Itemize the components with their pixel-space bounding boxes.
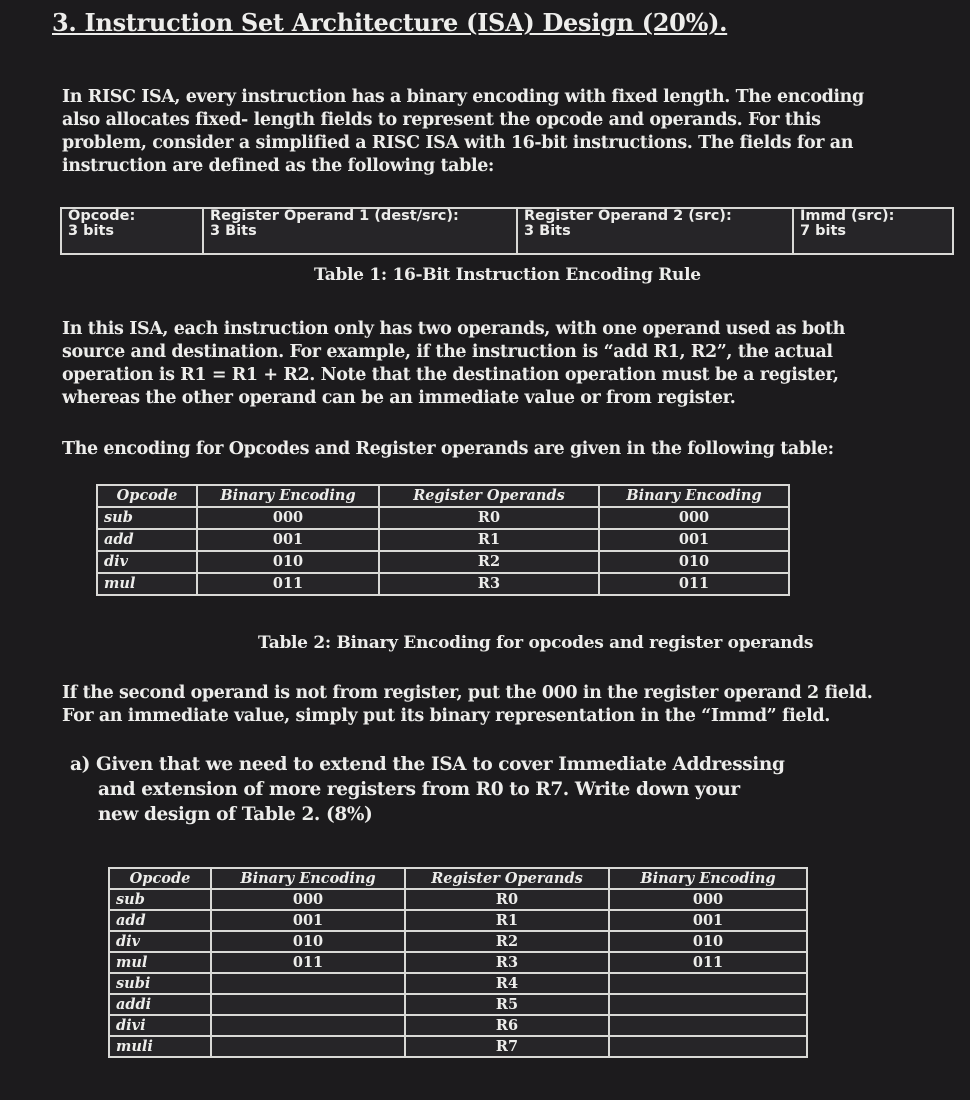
paragraph-line: source and destination. For example, if the instruction is “add R1, R2”, the actual [62,342,833,362]
question-line: and extension of more registers from R0 to R7. Write down your [98,779,740,800]
table-row: sub 000 R0 000 [109,889,807,910]
opcode-encoding-table [96,484,790,596]
table-row: muli R7 [109,1036,807,1057]
paragraph-line: whereas the other operand can be an immediate value or from register. [62,388,736,408]
question-a [70,752,784,827]
paragraph-line: For an immediate value, simply put its binary representation in the “Immd” field. [62,706,830,726]
header-binary-encoding: Binary Encoding [599,485,789,507]
header-register-operands: Register Operands [379,485,599,507]
intro-line: also allocates fixed- length fields to represent the opcode and operands. For this [62,110,821,130]
table1-caption: Table 1: 16-Bit Instruction Encoding Rule [314,265,701,285]
table-row: mul 011 R3 011 [97,573,789,595]
table-row: div 010 R2 010 [97,551,789,573]
question-line: a) Given that we need to extend the ISA to cover Immediate Addressing [70,754,785,775]
header-binary-encoding: Binary Encoding [211,868,405,889]
question-line: new design of Table 2. (8%) [98,804,373,825]
intro-line: problem, consider a simplified a RISC ISA with 16-bit instructions. The fields for an [62,133,854,153]
new-design-table [108,867,808,1058]
table-row: mul 011 R3 011 [109,952,807,973]
field-register-2: Register Operand 2 (src): 3 Bits [517,208,793,254]
field-opcode: Opcode: 3 bits [61,208,203,254]
header-binary-encoding: Binary Encoding [197,485,379,507]
table-row: add 001 R1 001 [109,910,807,931]
table-row: divi R6 [109,1015,807,1036]
intro-paragraph [62,86,864,178]
table-row: subi R4 [109,973,807,994]
table-row: div 010 R2 010 [109,931,807,952]
paragraph-line: operation is R1 = R1 + R2. Note that the destination operation must be a register, [62,365,839,385]
intro-line: In RISC ISA, every instruction has a binary encoding with fixed length. The encoding [62,87,864,107]
encoding-intro: The encoding for Opcodes and Register operands are given in the following table: [62,439,834,459]
intro-line: instruction are defined as the following table: [62,156,494,176]
table-row: sub 000 R0 000 [97,507,789,529]
paragraph-line: In this ISA, each instruction only has two operands, with one operand used as both [62,319,846,339]
encoding-rule-table [60,207,954,255]
operands-paragraph [62,318,845,410]
header-binary-encoding: Binary Encoding [609,868,807,889]
field-register-1: Register Operand 1 (dest/src): 3 Bits [203,208,517,254]
header-opcode: Opcode [109,868,211,889]
header-register-operands: Register Operands [405,868,609,889]
table-row: addi R5 [109,994,807,1015]
table-row: add 001 R1 001 [97,529,789,551]
field-immediate: Immd (src): 7 bits [793,208,953,254]
immediate-note [62,682,872,728]
header-opcode: Opcode [97,485,197,507]
paragraph-line: If the second operand is not from register, put the 000 in the register operand 2 field. [62,683,873,703]
section-title: 3. Instruction Set Architecture (ISA) Design (20%). [52,8,728,37]
table2-caption: Table 2: Binary Encoding for opcodes and register operands [258,633,814,653]
